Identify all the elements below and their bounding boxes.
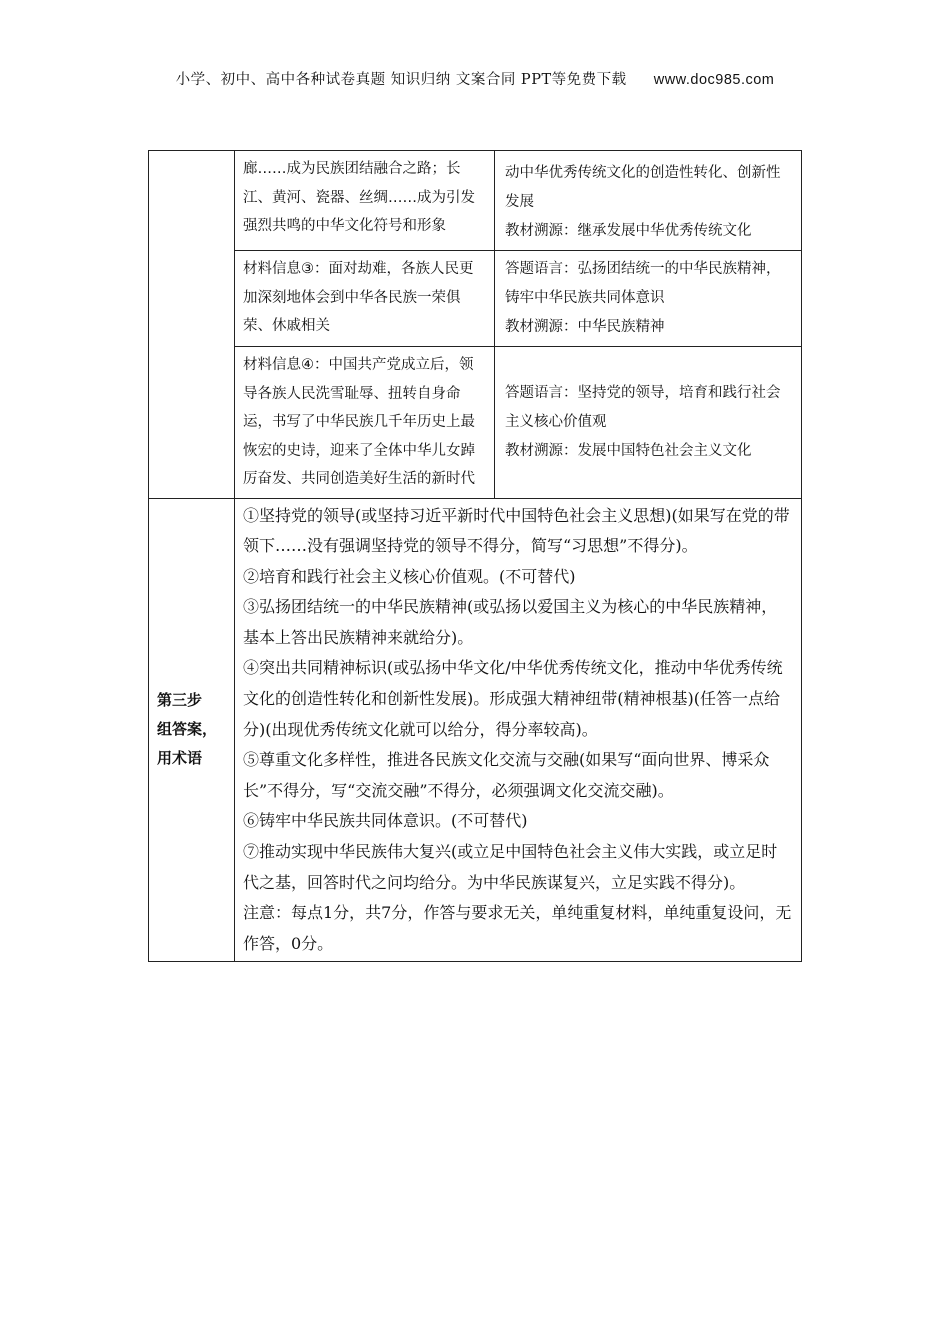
material-text: 材料信息④：中国共产党成立后，领导各族人民洗雪耻辱、扭转自身命运，书写了中华民族几千年历史上最恢宏的史诗，迎来了全体中华儿女踔厉奋发、共同创造美好生活的新时代 bbox=[243, 357, 475, 487]
page-header bbox=[0, 68, 950, 89]
header-text: 小学、初中、高中各种试卷真题 知识归纳 文案合同 PPT等免费下载 bbox=[175, 72, 627, 88]
header-site: www.doc985.com bbox=[653, 72, 775, 88]
scoring-note: 注意：每点1分，共7分，作答与要求无关，单纯重复材料，单纯重复设问，无作答，0分。 bbox=[243, 903, 792, 953]
table-row bbox=[149, 151, 802, 251]
answer-line: 答题语言：弘扬团结统一的中华民族精神，铸牢中华民族共同体意识 bbox=[505, 261, 781, 306]
step3-label-line: 第三步 bbox=[157, 691, 203, 710]
answer-point: ⑦推动实现中华民族伟大复兴(或立足中国特色社会主义伟大实践，或立足时代之基，回答时代之问均给分。为中华民族谋复兴，立足实践不得分)。 bbox=[243, 842, 778, 892]
table-row bbox=[149, 347, 802, 499]
table-row bbox=[149, 498, 802, 962]
answer-point: ④突出共同精神标识(或弘扬中华文化/中华优秀传统文化，推动中华优秀传统文化的创造性转化和创新性发展)。形成强大精神纽带(精神根基)(任答一点给分)(出现优秀传统文化就可以给分，得分率较高)。 bbox=[243, 658, 783, 739]
answer-point: ①坚持党的领导(或坚持习近平新时代中国特色社会主义思想)(如果写在党的带领下……没有强调坚持党的领导不得分，简写“习思想”不得分)。 bbox=[243, 505, 790, 556]
step3-label-line: 用术语 bbox=[157, 749, 203, 768]
step-blank-cell bbox=[149, 151, 235, 499]
material-cell bbox=[235, 251, 495, 347]
material-text: 材料信息③：面对劫难，各族人民更加深刻地体会到中华各民族一荣俱荣、休戚相关 bbox=[243, 261, 474, 334]
material-text: 廊……成为民族团结融合之路；长江、黄河、瓷器、丝绸……成为引发强烈共鸣的中华文化符号和形象 bbox=[243, 161, 475, 234]
answer-line: 答题语言：坚持党的领导，培育和践行社会主义核心价值观 bbox=[505, 384, 781, 430]
step3-answers-cell bbox=[235, 498, 802, 962]
answer-point: ⑤尊重文化多样性，推进各民族文化交流与交融(如果写“面向世界、博采众长”不得分，写“交流交融”不得分，必须强调文化交流交融)。 bbox=[243, 750, 770, 800]
answer-table bbox=[148, 150, 802, 962]
source-line: 教材溯源：发展中国特色社会主义文化 bbox=[505, 442, 752, 459]
material-cell bbox=[235, 151, 495, 251]
table-row bbox=[149, 251, 802, 347]
answer-point: ③弘扬团结统一的中华民族精神(或弘扬以爱国主义为核心的中华民族精神，基本上答出民族精神来就给分)。 bbox=[243, 597, 778, 647]
source-line: 教材溯源：继承发展中华优秀传统文化 bbox=[505, 223, 752, 239]
material-cell bbox=[235, 347, 495, 499]
answer-point: ⑥铸牢中华民族共同体意识。(不可替代) bbox=[243, 811, 528, 831]
answer-language-cell bbox=[495, 347, 802, 499]
answer-language-cell bbox=[495, 251, 802, 347]
answer-point: ②培育和践行社会主义核心价值观。(不可替代) bbox=[243, 566, 576, 586]
step3-label-line: 组答案， bbox=[157, 720, 218, 739]
answer-line: 动中华优秀传统文化的创造性转化、创新性发展 bbox=[505, 165, 781, 210]
step3-label-cell bbox=[149, 498, 235, 962]
source-line: 教材溯源：中华民族精神 bbox=[505, 319, 665, 335]
answer-language-cell bbox=[495, 151, 802, 251]
